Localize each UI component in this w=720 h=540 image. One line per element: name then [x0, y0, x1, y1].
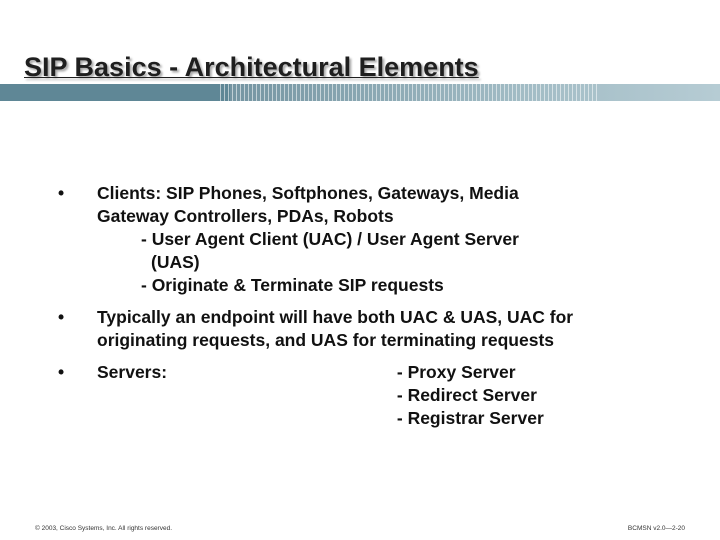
server-proxy: - Proxy Server [396, 362, 516, 382]
clients-line-1: Clients: SIP Phones, Softphones, Gateways, Media [97, 183, 519, 203]
endpoint-line-2: originating requests, and UAS for terminating requests [97, 330, 555, 350]
clients-sub-originate: - Originate & Terminate SIP requests [141, 275, 444, 295]
endpoint-line-1: Typically an endpoint will have both UAC & UAS, UAC for [97, 307, 574, 327]
bullet-dot-icon: • [58, 183, 65, 203]
footer-copyright: © 2003, Cisco Systems, Inc. All rights reserved. [35, 525, 173, 532]
bullet-endpoint [58, 306, 678, 352]
server-redirect: - Redirect Server [396, 385, 537, 405]
servers-list [397, 361, 544, 430]
header-band-ticks [220, 84, 600, 101]
server-registrar: - Registrar Server [396, 408, 544, 428]
clients-sub-uas-cont: (UAS) [151, 252, 200, 272]
bullet-clients [58, 182, 678, 297]
slide-body [58, 182, 678, 430]
servers-label: Servers: [97, 362, 168, 382]
clients-line-2: Gateway Controllers, PDAs, Robots [97, 206, 394, 226]
header-band [0, 84, 720, 190]
header-band-solid [0, 84, 230, 101]
footer-course-code: BCMSN v2.0—2-20 [627, 525, 685, 532]
bullet-dot-icon: • [58, 362, 65, 382]
bullet-dot-icon: • [58, 307, 65, 327]
clients-sub-uac-uas: - User Agent Client (UAC) / User Agent Server [141, 229, 519, 249]
cisco-logo-text: Cisco.com [620, 173, 691, 190]
bullet-servers [58, 361, 678, 430]
slide-title: SIP Basics - Architectural Elements [24, 52, 479, 82]
